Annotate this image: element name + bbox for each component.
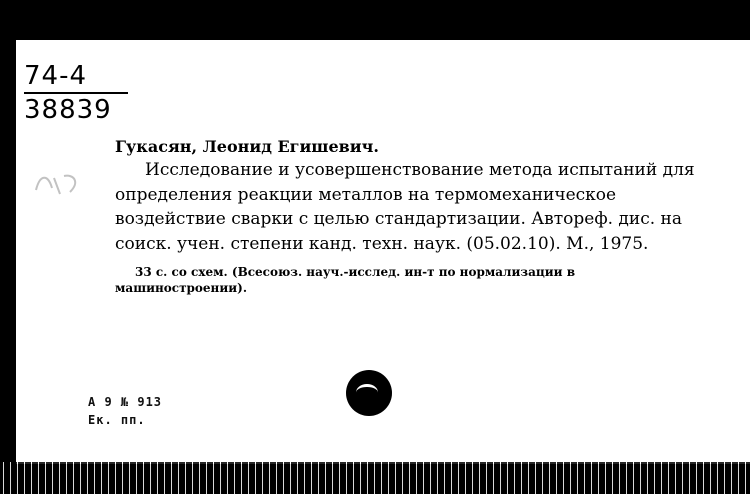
title-statement: Исследование и усовершенствование метода испытаний для определения реакции металлов на термомеханическое воздействие сварки с целью стандартизации. Автореф. дис. на соиск. учен. степени канд. техн. наук. (05.02.10). М., 1975. (115, 160, 695, 254)
call-number-bottom: 38839 (24, 95, 112, 125)
scan-border-left (0, 40, 16, 464)
call-number-divider (24, 92, 128, 94)
seal-inner-mark (356, 384, 378, 401)
catalog-card (16, 40, 750, 464)
call-number-top: 74-4 (24, 61, 88, 91)
collation-note: 33 с. со схем. (Всесоюз. науч.-исслед. ин-т по нормализации в машиностроении). (115, 265, 576, 295)
author-heading: Гукасян, Леонид Егишевич. (115, 137, 379, 156)
scan-border-bottom (0, 462, 750, 494)
library-seal-icon (346, 370, 392, 416)
card-footer-line-1: А 9 № 913 (88, 395, 163, 409)
card-footer-line-2: Ек. пп. (88, 413, 146, 427)
stamp-mark-icon (30, 168, 88, 200)
call-number (24, 62, 128, 124)
faint-stamp (30, 168, 88, 200)
